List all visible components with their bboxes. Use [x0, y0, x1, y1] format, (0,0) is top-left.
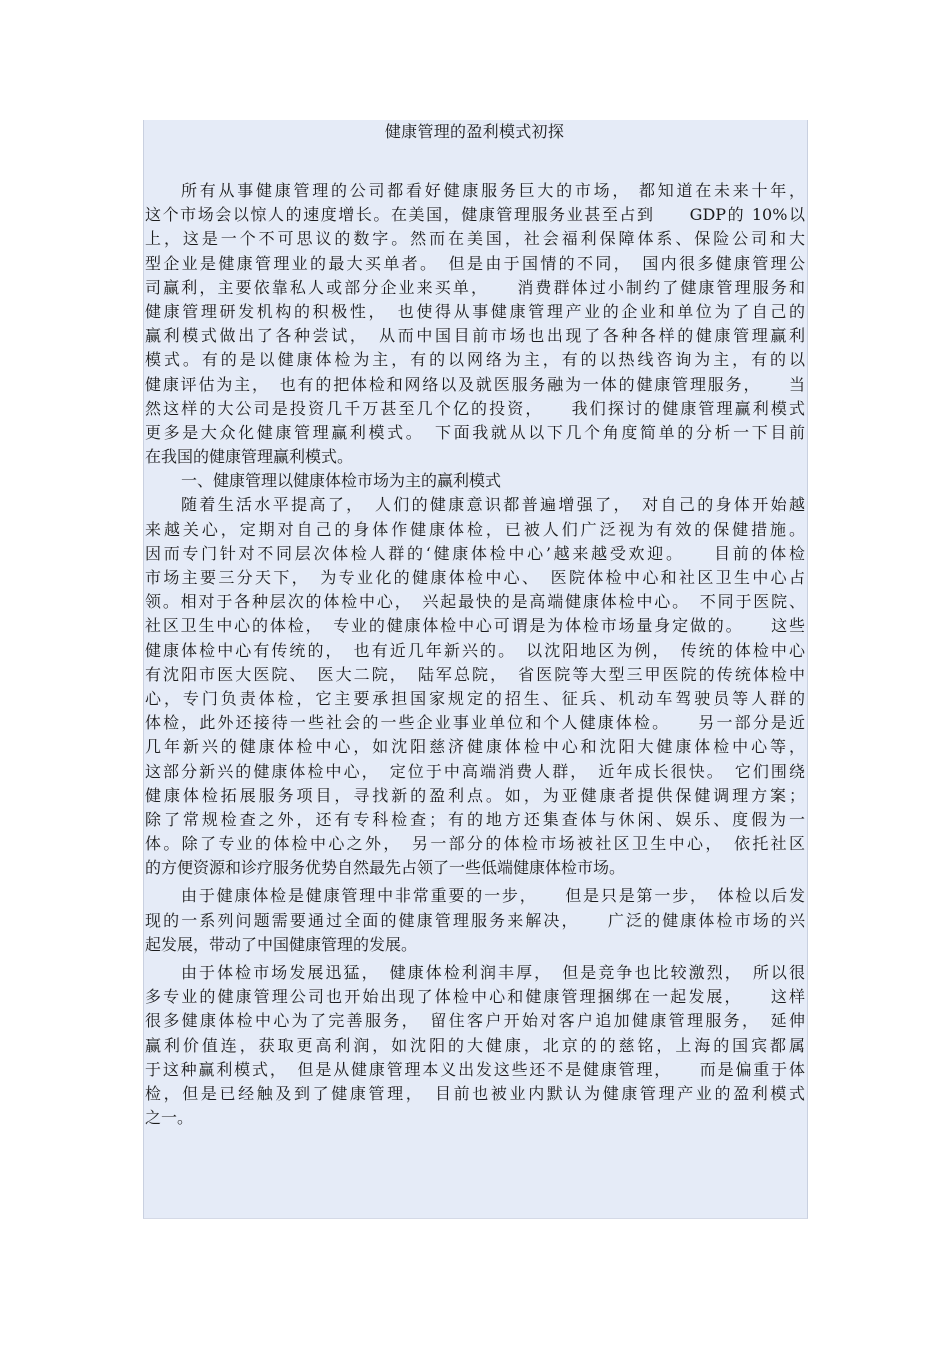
- text-line: 健康体检中心有传统的， 也有近几年新兴的。 以沈阳地区为例， 传统的体检中心: [145, 640, 805, 660]
- text-line: 多专业的健康管理公司也开始出现了体检中心和健康管理捆绑在一起发展， 这样: [145, 987, 805, 1007]
- text-line: 更多是大众化健康管理赢利模式。 下面我就从以下几个角度简单的分析一下目前: [145, 422, 805, 442]
- text-line: 除了常规检查之外，还有专科检查；有的地方还集查体与休闲、娱乐、度假为一: [145, 809, 805, 829]
- text-line: 于这种赢利模式， 但是从健康管理本义出发这些还不是健康管理， 而是偏重于体: [145, 1059, 805, 1079]
- text-line: 健康评估为主， 也有的把体检和网络以及就医服务融为一体的健康管理服务， 当: [145, 374, 805, 394]
- text-line: 由于体检市场发展迅猛， 健康体检利润丰厚， 但是竞争也比较激烈， 所以很: [181, 963, 805, 982]
- text-line: 起发展，带动了中国健康管理的发展。: [145, 934, 418, 954]
- document-title: 健康管理的盈利模式初探: [384, 122, 565, 141]
- text-line: 之一。: [145, 1108, 194, 1128]
- text-line: 的方便资源和诊疗服务优势自然最先占领了一些低端健康体检市场。: [145, 858, 626, 878]
- text-line: 这个市场会以惊人的速度增长。在美国，健康管理服务业甚至占到 GDP的 10%以: [145, 205, 805, 225]
- text-line: 所有从事健康管理的公司都看好健康服务巨大的市场， 都知道在未来十年，: [181, 181, 805, 200]
- text-line: 领。相对于各种层次的体检中心， 兴起最快的是高端健康体检中心。 不同于医院、: [145, 592, 805, 612]
- text-line: 赢利价值连，获取更高利润，如沈阳的大健康，北京的的慈铭，上海的国宾都属: [145, 1035, 805, 1055]
- text-line: 现的一系列问题需要通过全面的健康管理服务来解决， 广泛的健康体检市场的兴: [145, 910, 805, 930]
- text-line: 由于健康体检是健康管理中非常重要的一步， 但是只是第一步， 体检以后发: [181, 886, 805, 906]
- text-line: 在我国的健康管理赢利模式。: [145, 447, 354, 467]
- text-line: 司赢利，主要依靠私人或部分企业来买单， 消费群体过小制约了健康管理服务和: [145, 277, 805, 297]
- text-line: 有沈阳市医大医院、 医大二院， 陆军总院， 省医院等大型三甲医院的传统体检中: [145, 664, 805, 684]
- text-line: 健康管理研发机构的积极性， 也使得从事健康管理产业的企业和单位为了自己的: [145, 301, 805, 321]
- text-line: 健康体检拓展服务项目，寻找新的盈利点。如，为亚健康者提供保健调理方案；: [145, 785, 805, 805]
- text-line: 市场主要三分天下， 为专业化的健康体检中心、 医院体检中心和社区卫生中心占: [145, 568, 805, 587]
- section-heading: 一、健康管理以健康体检市场为主的赢利模式: [181, 471, 502, 491]
- text-line: 模式。有的是以健康体检为主，有的以网络为主，有的以热线咨询为主，有的以: [145, 350, 805, 370]
- text-line: 这部分新兴的健康体检中心， 定位于中高端消费人群， 近年成长很快。 它们围绕: [145, 761, 805, 781]
- text-line: 体。除了专业的体检中心之外， 另一部分的体检市场被社区卫生中心， 依托社区: [145, 834, 805, 854]
- text-line: 社区卫生中心的体检， 专业的健康体检中心可谓是为体检市场量身定做的。 这些: [145, 616, 805, 636]
- text-line: 上，这是一个不可思议的数字。然而在美国，社会福利保障体系、保险公司和大: [145, 229, 805, 249]
- text-line: 检，但是已经触及到了健康管理， 目前也被业内默认为健康管理产业的盈利模式: [145, 1083, 805, 1103]
- text-line: 来越关心，定期对自己的身体作健康体检，已被人们广泛视为有效的保健措施。: [145, 519, 805, 539]
- text-line: 然这样的大公司是投资几千万甚至几个亿的投资， 我们探讨的健康管理赢利模式: [145, 398, 805, 418]
- document-body: [145, 179, 805, 1130]
- text-line: 赢利模式做出了各种尝试， 从而中国目前市场也出现了各种各样的健康管理赢利: [145, 326, 805, 346]
- text-line: 型企业是健康管理业的最大买单者。 但是由于国情的不同， 国内很多健康管理公: [145, 253, 805, 273]
- text-line: 心，专门负责体检，它主要承担国家规定的招生、征兵、机动车驾驶员等人群的: [145, 688, 805, 708]
- text-line: 因而专门针对不同层次体检人群的‘健康体检中心’越来越受欢迎。 目前的体检: [145, 543, 805, 563]
- text-line: 随着生活水平提高了， 人们的健康意识都普遍增强了， 对自己的身体开始越: [181, 495, 805, 515]
- text-line: 体检，此外还接待一些社会的一些企业事业单位和个人健康体检。 另一部分是近: [145, 713, 805, 733]
- text-line: 很多健康体检中心为了完善服务， 留住客户开始对客户追加健康管理服务， 延伸: [145, 1011, 805, 1031]
- text-line: 几年新兴的健康体检中心，如沈阳慈济健康体检中心和沈阳大健康体检中心等，: [145, 737, 805, 757]
